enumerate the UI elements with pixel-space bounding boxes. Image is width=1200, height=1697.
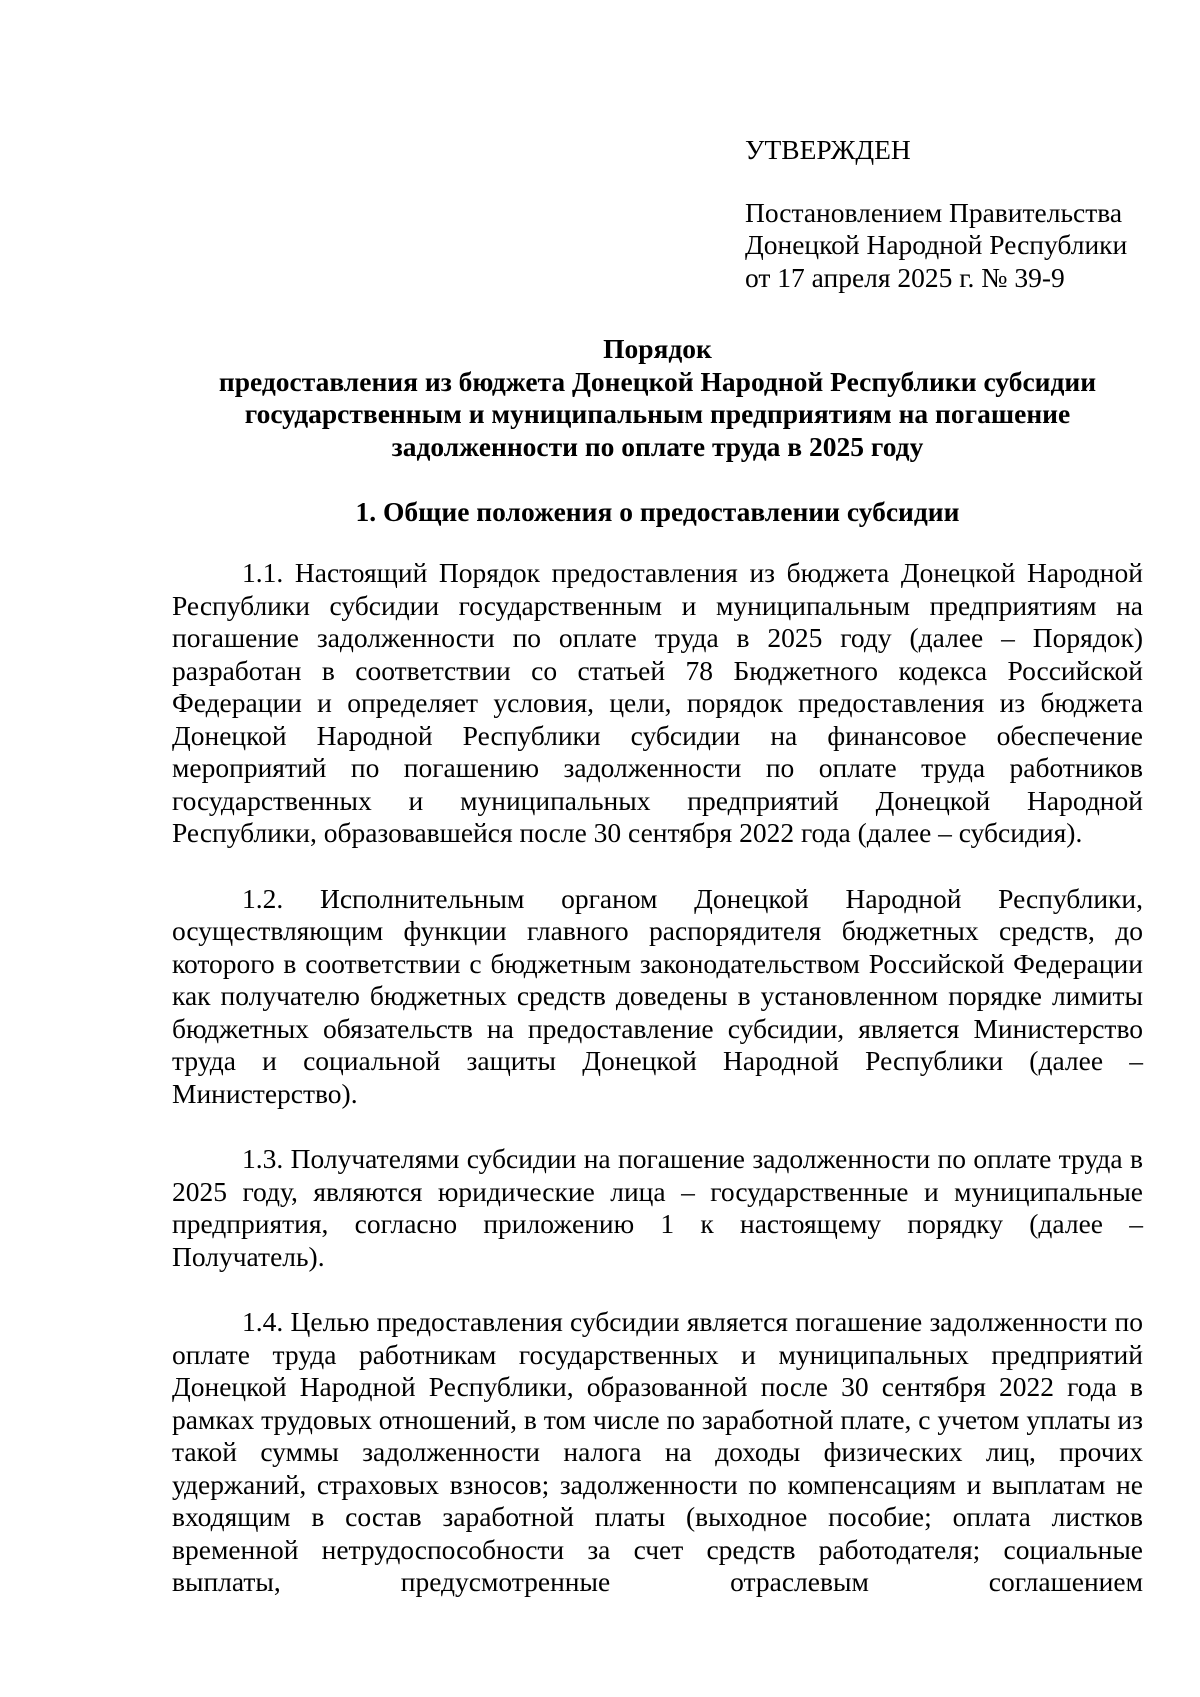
- document-body: [172, 557, 1143, 1599]
- approval-line: Постановлением Правительства: [745, 196, 1123, 228]
- approval-line: Донецкой Народной Республики: [745, 229, 1128, 260]
- title-line: Порядок: [603, 333, 712, 364]
- paragraph-1-2: 1.2. Исполнительным органом Донецкой Народной Республики, осуществляющим функции главного распорядителя бюджетных средств, до которого в соответствии с бюджетным законодательством Российской Федерации как получателю бюджетных средств доведены в установленном порядке лимиты бюджетных обязательств на предоставление субсидии, является Министерство труда и социальной защиты Донецкой Народной Республики (далее – Министерство).: [172, 882, 1143, 1109]
- document-title: [170, 333, 1145, 463]
- paragraph-1-4: 1.4. Целью предоставления субсидии является погашение задолженности по оплате труда работникам государственных и муниципальных предприятий Донецкой Народной Республики, образованной после 30 сентября 2022 года в рамках трудовых отношений, в том числе по заработной плате, с учетом уплаты из такой суммы задолженности налога на доходы физических лиц, прочих удержаний, страховых взносов; задолженности по компенсациям и выплатам не входящим в состав заработной платы (выходное пособие; оплата листков временной нетрудоспособности за счет средств работодателя; социальные выплаты, предусмотренные отраслевым соглашением: [172, 1306, 1143, 1597]
- title-line: задолженности по оплате труда в 2025 году: [391, 430, 924, 462]
- paragraph-1-3: 1.3. Получателями субсидии на погашение задолженности по оплате труда в 2025 году, являются юридические лица – государственные и муниципальные предприятия, согласно приложению 1 к настоящему порядку (далее – Получатель).: [172, 1143, 1143, 1272]
- approval-stamp: УТВЕРЖДЕН: [745, 134, 911, 165]
- approval-block: [745, 134, 1175, 294]
- paragraph-1-1: 1.1. Настоящий Порядок предоставления из бюджета Донецкой Народной Республики субсидии государственным и муниципальным предприятиям на погашение задолженности по оплате труда в 2025 году (далее – Порядок) разработан в соответствии со статьей 78 Бюджетного кодекса Российской Федерации и определяет условия, цели, порядок предоставления из бюджета Донецкой Народной Республики субсидии на финансовое обеспечение мероприятий по погашению задолженности по оплате труда работников государственных и муниципальных предприятий Донецкой Народной Республики, образовавшейся после 30 сентября 2022 года (далее – субсидия).: [172, 557, 1143, 848]
- section-heading: 1. Общие положения о предоставлении субсидии: [355, 496, 960, 527]
- title-line: предоставления из бюджета Донецкой Народной Республики субсидии: [218, 365, 1097, 397]
- approval-date-line: от 17 апреля 2025 г. № 39-9: [745, 261, 1065, 293]
- title-line: государственным и муниципальным предприятиям на погашение: [244, 398, 1071, 429]
